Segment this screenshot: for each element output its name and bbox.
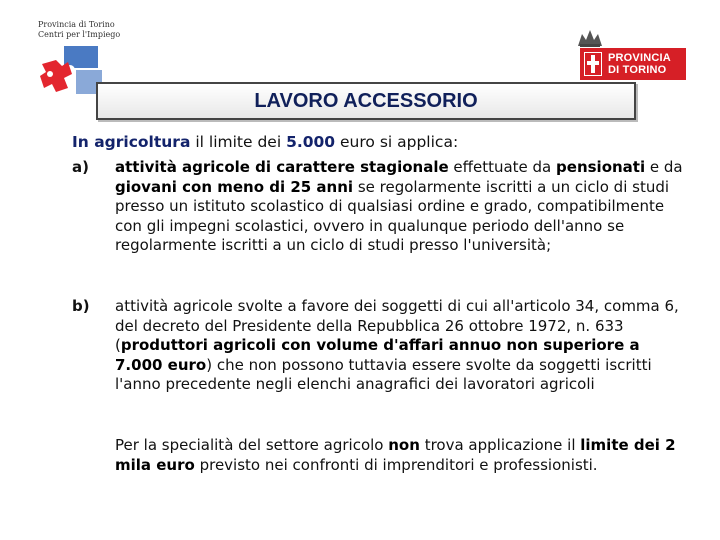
item-a-text-2: e da	[645, 158, 683, 176]
item-a-bold-2: pensionati	[556, 158, 646, 176]
item-a-text	[115, 158, 685, 256]
item-b-text-2: ) che non possono tuttavia essere svolte da soggetti iscritti l'anno precedente negli elenchi anagrafici dei lavoratori agricoli	[115, 355, 652, 393]
note-text-1: Per la specialità del settore agricolo	[115, 436, 389, 454]
item-b-letter: b)	[72, 297, 90, 315]
page-title: LAVORO ACCESSORIO	[254, 89, 478, 112]
logo-line-1: Provincia di Torino	[38, 20, 115, 29]
note-bold-limit: limite dei 2 mila euro	[115, 436, 676, 474]
item-a-bold-3: giovani con meno di 25 anni	[115, 177, 354, 196]
intro-bold-agricoltura: In agricoltura	[72, 133, 191, 151]
intro-line	[72, 132, 458, 152]
logo-line-2: Centri per l'Impiego	[38, 30, 121, 39]
item-a-text-3: se regolarmente iscritti a un ciclo di studi presso un istituto scolastico di qualsiasi ordine e grado, compatibilmente con gli impegni scolastici, ovvero in qualunque periodo dell'anno se regolarmente iscritti a un ciclo di studi presso l'università;	[115, 177, 670, 254]
note-bold-non: non	[388, 436, 420, 454]
intro-bold-amount: 5.000	[286, 133, 336, 151]
item-a-letter: a)	[72, 158, 89, 176]
title-box	[96, 82, 636, 120]
cross-icon	[584, 52, 602, 76]
note-paragraph	[115, 436, 685, 475]
item-a-bold-1: attività agricole di carattere stagionale	[115, 158, 449, 176]
prov-line-1: PROVINCIA	[608, 52, 671, 64]
item-b-bold: produttori agricoli con volume d'affari annuo non superiore a 7.000 euro	[115, 336, 640, 374]
prov-line-2: DI TORINO	[608, 64, 667, 76]
note-text-2: trova applicazione il	[419, 436, 581, 454]
puzzle-logo-icon	[36, 44, 104, 96]
item-b-text-1: attività agricole svolte a favore dei soggetti di cui all'articolo 34, comma 6, del decreto del Presidente della Repubblica 26 ottobre 1972, n. 633 (	[115, 297, 679, 354]
provincia-torino-logo	[580, 48, 686, 80]
note-text-3: previsto nei confronti di imprenditori e professionisti.	[194, 455, 598, 474]
intro-text-2: euro si applica:	[335, 133, 459, 151]
crest-icon	[576, 28, 604, 48]
intro-text-1: il limite dei	[190, 133, 287, 151]
item-b-text	[115, 297, 685, 395]
centri-impiego-logo-text	[38, 20, 120, 40]
item-a-text-1: effettuate da	[448, 158, 557, 176]
